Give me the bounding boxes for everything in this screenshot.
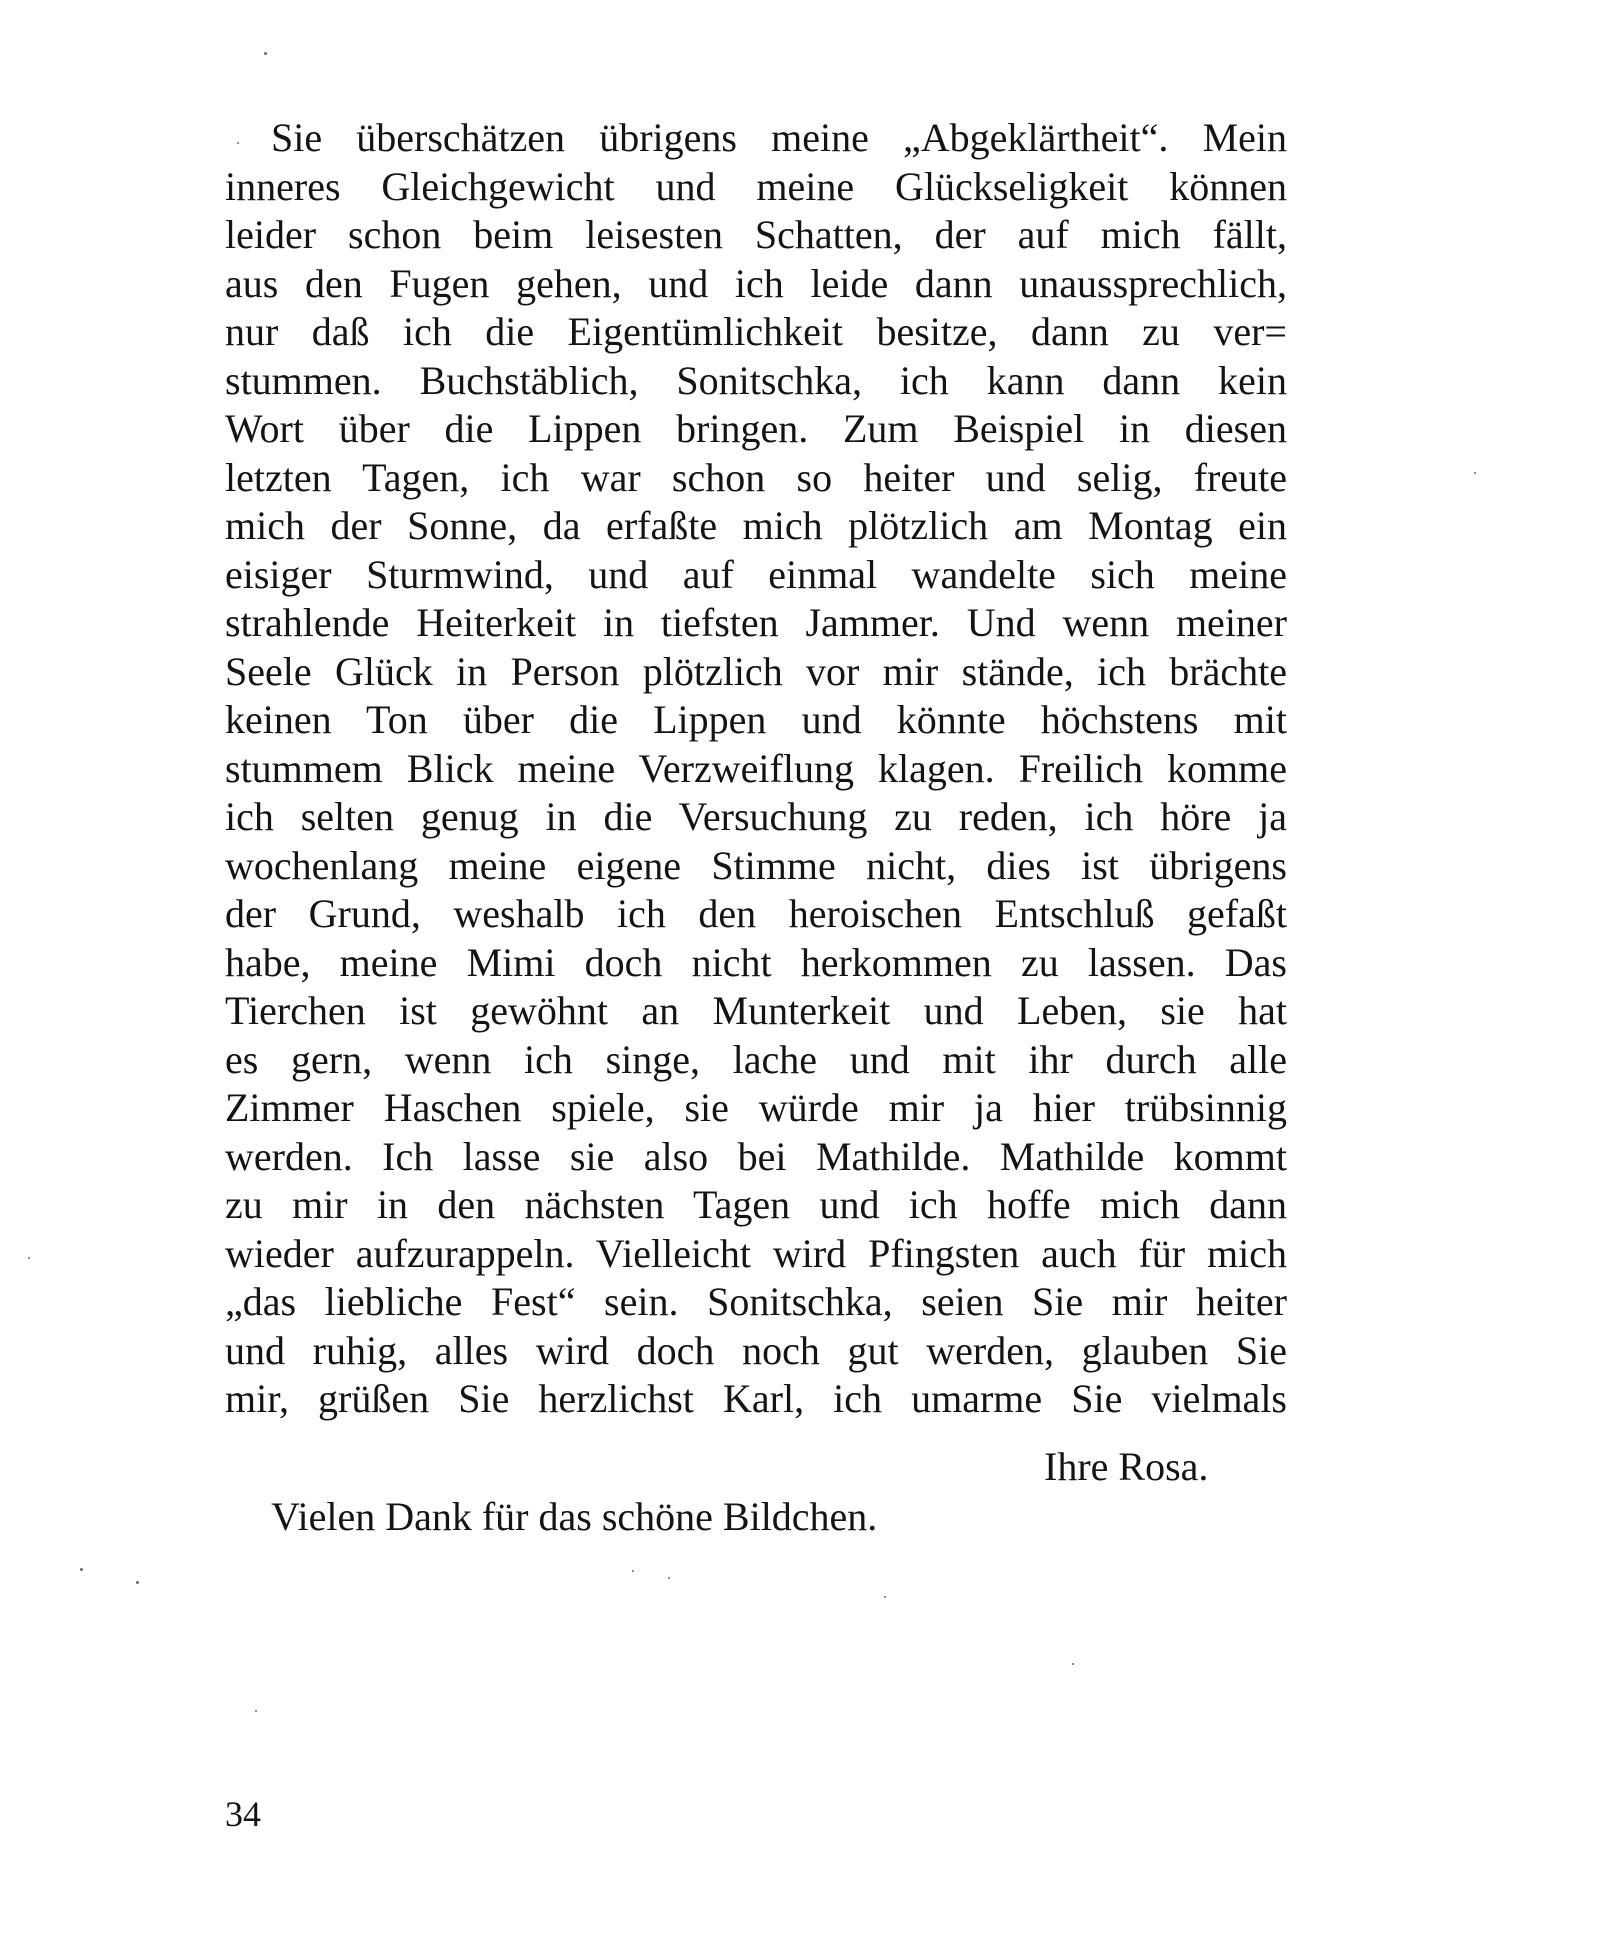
body-line: es gern, wenn ich singe, lache und mit ihr durch alle [225,1036,1287,1082]
scan-speck [1072,1663,1074,1665]
body-line: mir, grüßen Sie herzlichst Karl, ich umarme Sie vielmals [225,1376,1287,1421]
scan-speck [1474,472,1476,474]
scan-speck [264,52,267,55]
scan-speck [255,1710,257,1712]
body-line: eisiger Sturmwind, und auf einmal wandelte sich meine [225,551,1287,597]
body-line: leider schon beim leisesten Schatten, der auf mich fällt, [225,212,1287,257]
body-line: werden. Ich lasse sie also bei Mathilde. Mathilde kommt [225,1133,1287,1179]
letter-postscript: Vielen Dank für das schöne Bildchen. [271,1494,878,1539]
letter-body [225,114,1287,1424]
body-line: und ruhig, alles wird doch noch gut werden, glauben Sie [225,1327,1287,1373]
body-line: stummen. Buchstäblich, Sonitschka, ich kann dann kein [225,357,1287,403]
body-line: Sie überschätzen übrigens meine „Abgeklärtheit“. Mein [271,115,1287,160]
body-line: „das liebliche Fest“ sein. Sonitschka, seien Sie mir heiter [225,1279,1287,1324]
body-line: Tierchen ist gewöhnt an Munterkeit und Leben, sie hat [225,988,1287,1033]
scan-speck [632,1570,634,1572]
body-line: zu mir in den nächsten Tagen und ich hoffe mich dann [225,1182,1287,1227]
scan-speck [884,1596,886,1598]
body-line: stummem Blick meine Verzweiflung klagen. Freilich komme [225,745,1287,791]
scan-speck [80,1568,83,1571]
body-line: ich selten genug in die Versuchung zu reden, ich höre ja [225,794,1287,839]
body-line: strahlende Heiterkeit in tiefsten Jammer. Und wenn meiner [225,600,1287,645]
page-number: 34 [225,1794,261,1834]
body-line: letzten Tagen, ich war schon so heiter und selig, freute [225,454,1287,500]
body-line: keinen Ton über die Lippen und könnte höchstens mit [225,697,1287,742]
body-line: Wort über die Lippen bringen. Zum Beispiel in diesen [225,406,1287,451]
letter-signature: Ihre Rosa. [1044,1444,1209,1489]
body-line: Seele Glück in Person plötzlich vor mir stände, ich brächte [225,648,1287,694]
body-line: der Grund, weshalb ich den heroischen Entschluß gefaßt [225,891,1287,936]
scan-speck [28,1257,30,1259]
body-line: wieder aufzurappeln. Vielleicht wird Pfingsten auch für mich [225,1230,1287,1276]
body-line: aus den Fugen gehen, und ich leide dann unaussprechlich, [225,260,1287,306]
body-line: nur daß ich die Eigentümlichkeit besitze, dann zu ver= [225,309,1287,354]
body-line: inneres Gleichgewicht und meine Glückseligkeit können [225,163,1287,209]
scan-speck [136,1581,139,1584]
scan-speck [237,142,239,144]
body-line: wochenlang meine eigene Stimme nicht, dies ist übrigens [225,842,1287,888]
body-line: habe, meine Mimi doch nicht herkommen zu lassen. Das [225,939,1287,985]
scan-speck [668,1577,670,1579]
body-line: Zimmer Haschen spiele, sie würde mir ja hier trübsinnig [225,1085,1287,1130]
body-line: mich der Sonne, da erfaßte mich plötzlich am Montag ein [225,503,1287,548]
